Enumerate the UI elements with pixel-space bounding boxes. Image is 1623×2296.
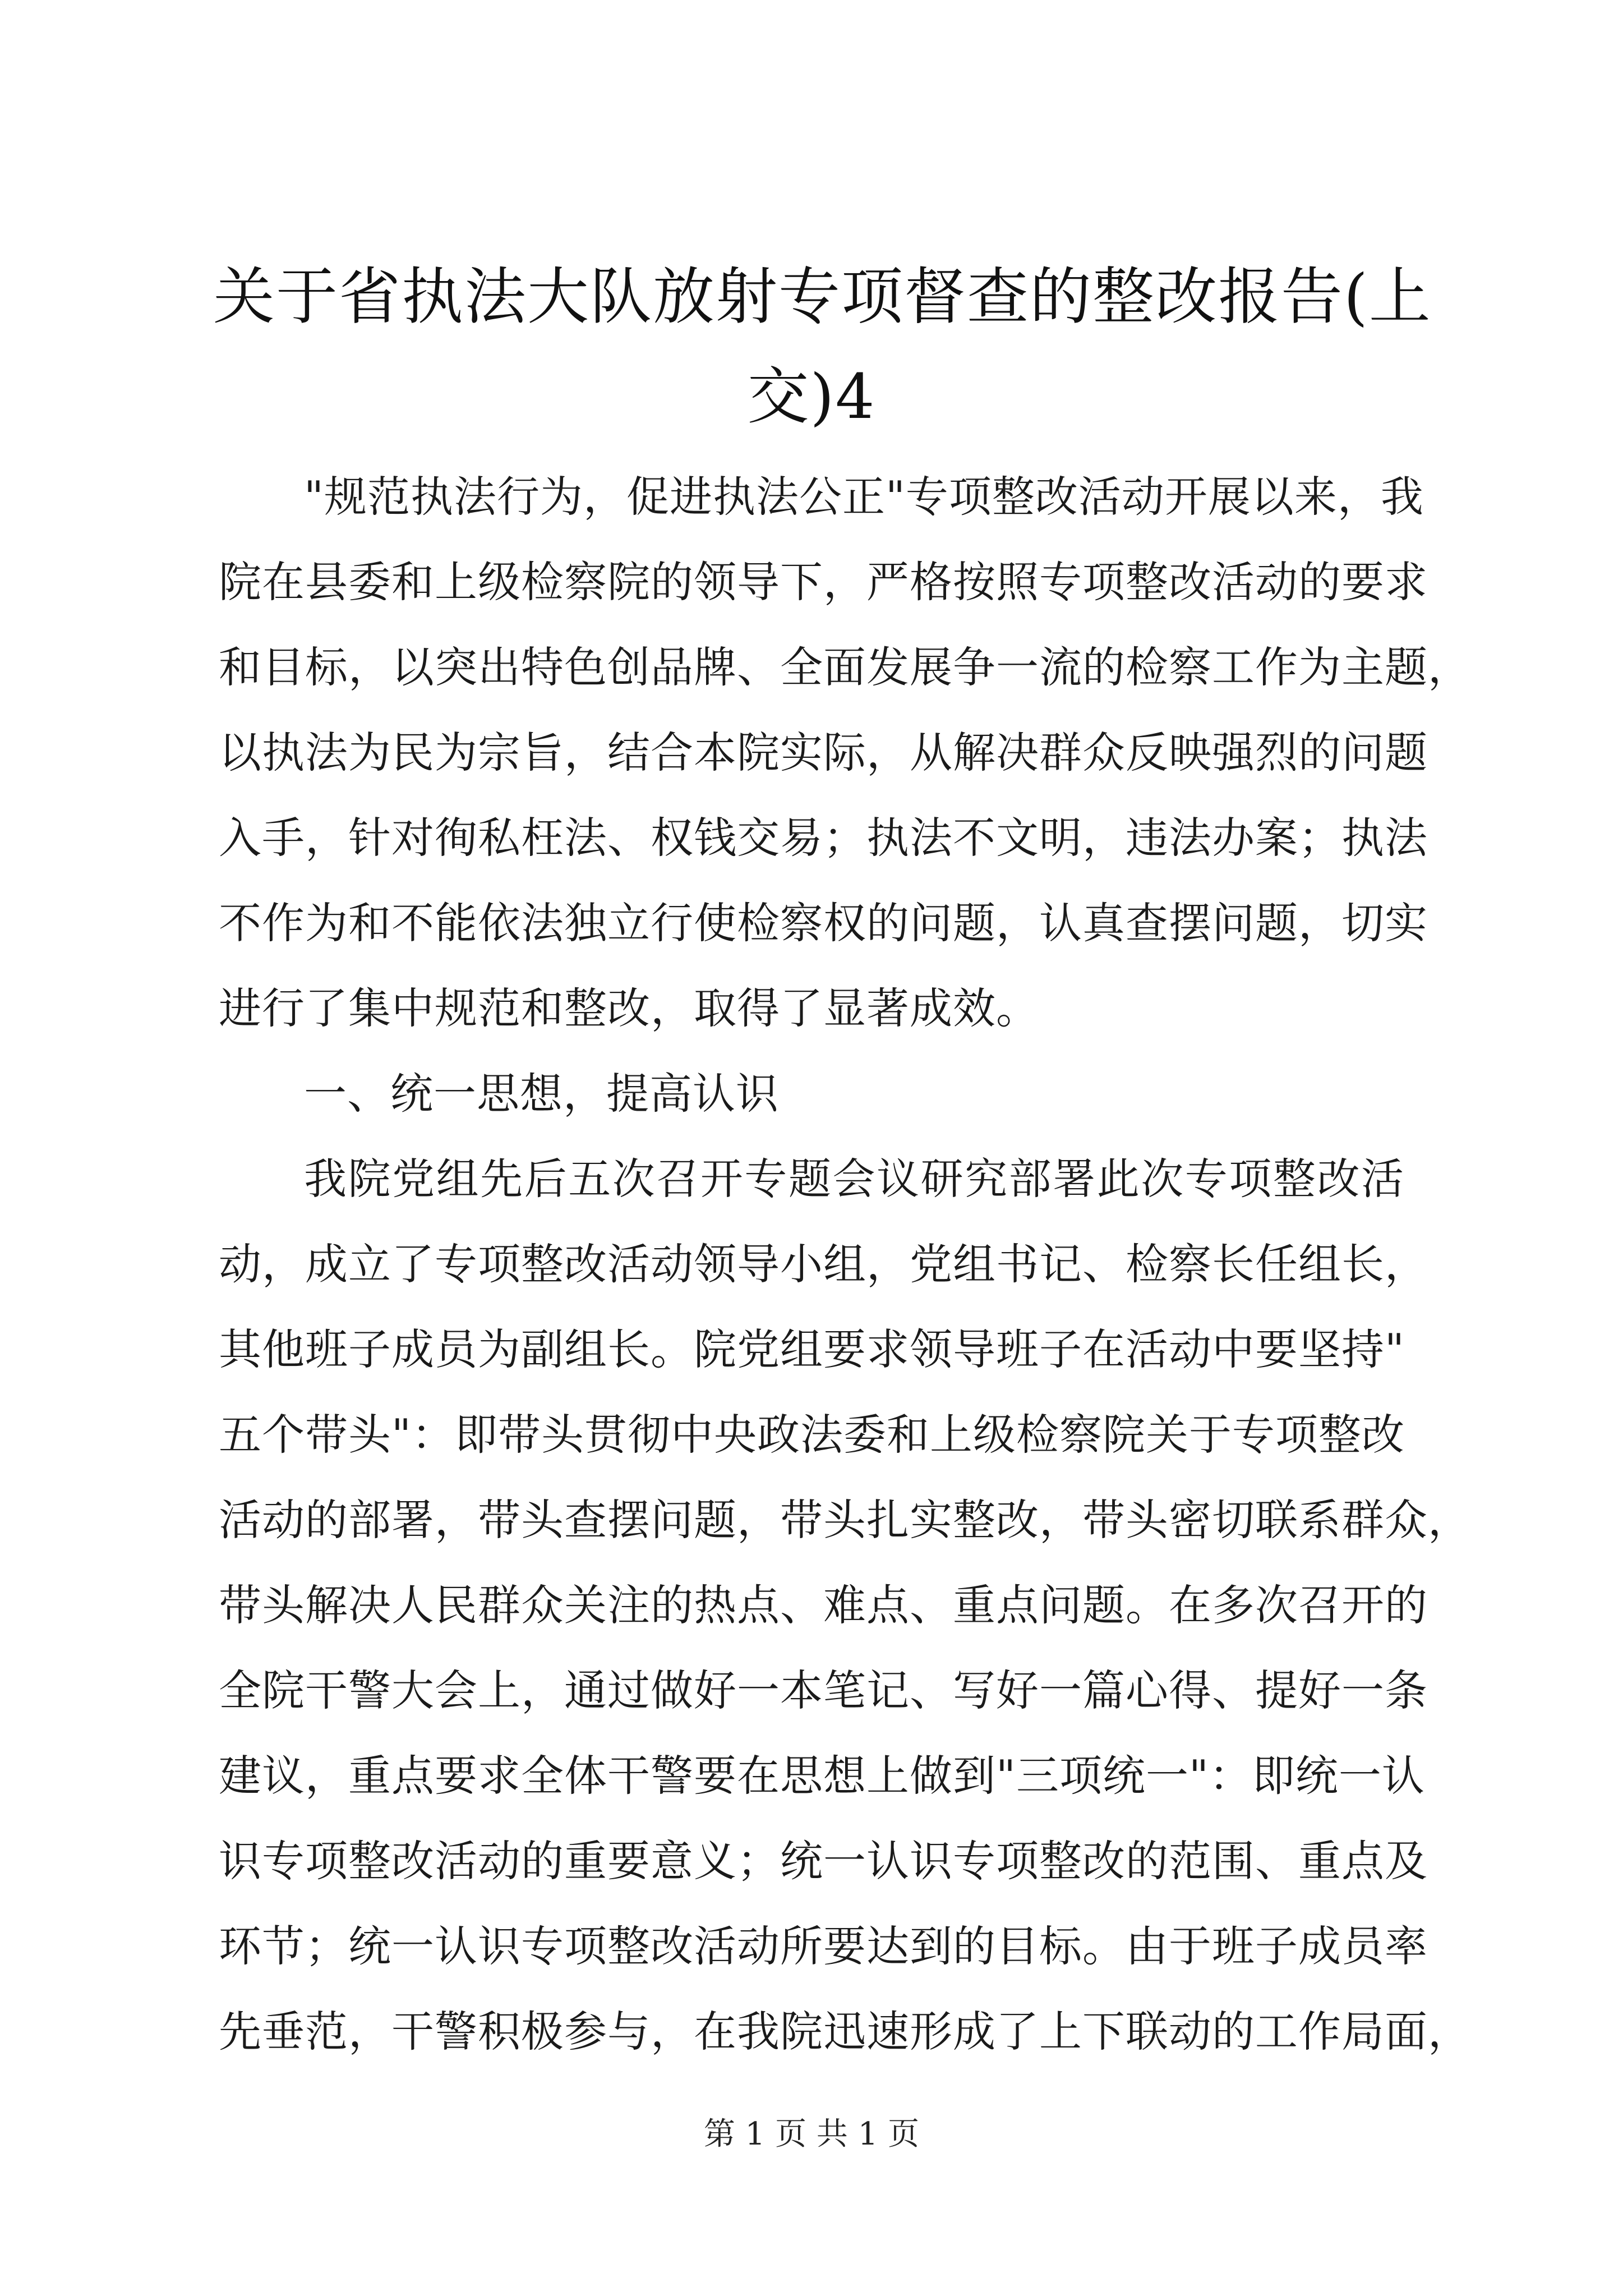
body-line: 入手，针对徇私枉法、权钱交易；执法不文明，违法办案；执法: [219, 813, 1428, 863]
body-line: 先垂范，干警积极参与，在我院迅速形成了上下联动的工作局面，: [219, 2007, 1471, 2056]
document-body: [219, 454, 1471, 2074]
body-line: 院在县委和上级检察院的领导下，严格按照专项整改活动的要求: [219, 557, 1428, 607]
body-line: 五个带头"：即带头贯彻中央政法委和上级检察院关于专项整改: [219, 1410, 1405, 1460]
title-line: 关于省执法大队放射专项督查的整改报告(上: [213, 261, 1432, 333]
body-line: "规范执法行为，促进执法公正"专项整改活动开展以来，我: [304, 472, 1424, 522]
body-line: 其他班子成员为副组长。院党组要求领导班子在活动中要坚持": [219, 1324, 1405, 1374]
body-line: 识专项整改活动的重要意义；统一认识专项整改的范围、重点及: [219, 1836, 1428, 1886]
body-line: 建议，重点要求全体干警要在思想上做到"三项统一"：即统一认: [219, 1751, 1425, 1801]
document-title: [213, 247, 1432, 447]
body-line: 动，成立了专项整改活动领导小组，党组书记、检察长任组长，: [219, 1239, 1428, 1289]
body-line: 进行了集中规范和整改，取得了显著成效。: [219, 983, 1039, 1033]
body-line: 全院干警大会上，通过做好一本笔记、写好一篇心得、提好一条: [219, 1665, 1428, 1715]
body-line: 环节；统一认识专项整改活动所要达到的目标。由于班子成员率: [219, 1921, 1428, 1971]
body-line: 带头解决人民群众关注的热点、难点、重点问题。在多次召开的: [219, 1580, 1428, 1630]
body-line: 和目标，以突出特色创品牌、全面发展争一流的检察工作为主题，: [219, 642, 1471, 692]
title-line: 交)4: [747, 361, 876, 432]
body-line: 不作为和不能依法独立行使检察权的问题，认真查摆问题，切实: [219, 898, 1428, 948]
body-line: 活动的部署，带头查摆问题，带头扎实整改，带头密切联系群众，: [219, 1495, 1471, 1545]
body-line: 以执法为民为宗旨，结合本院实际，从解决群众反映强烈的问题: [219, 728, 1428, 777]
page-footer: 第 1 页 共 1 页: [703, 2116, 920, 2152]
body-line: 我院党组先后五次召开专题会议研究部署此次专项整改活: [304, 1154, 1404, 1204]
section-heading: 一、统一思想，提高认识: [304, 1069, 779, 1119]
